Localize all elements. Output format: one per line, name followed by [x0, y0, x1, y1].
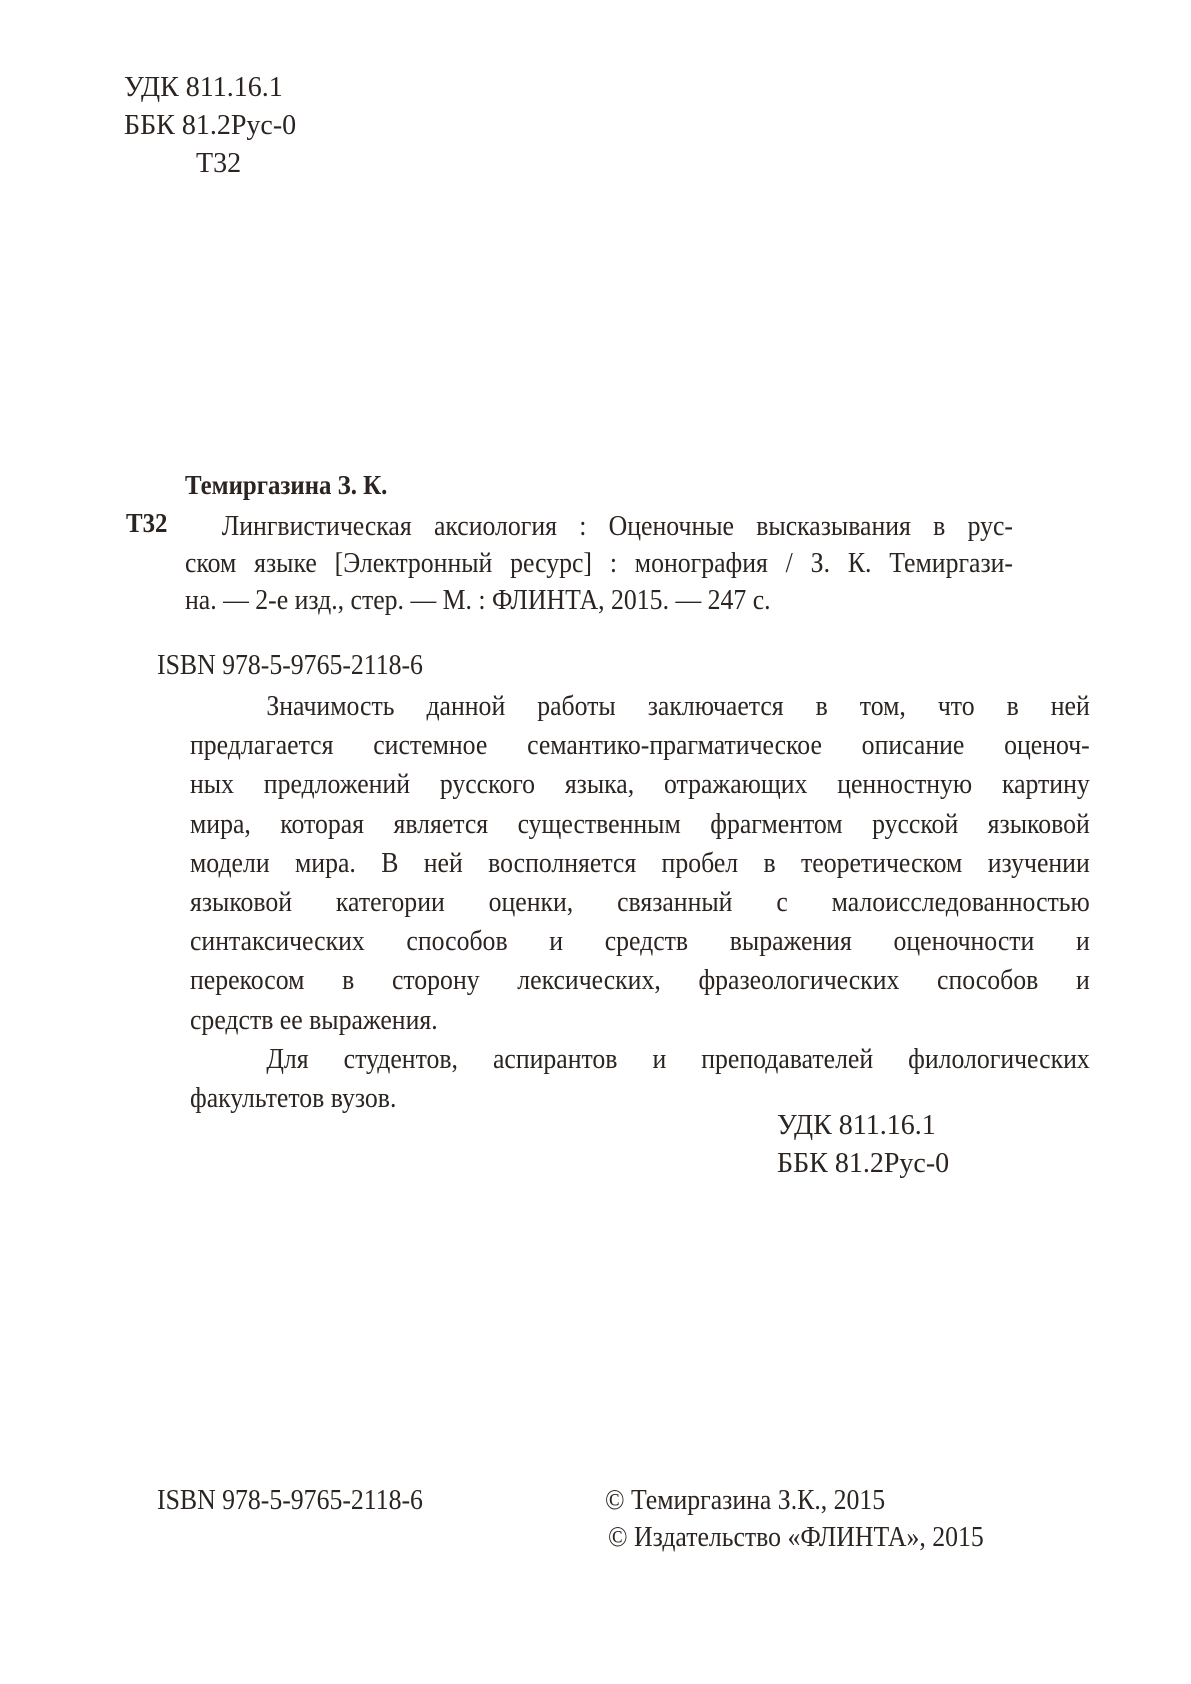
annotation-line: перекосом в сторону лексических, фразеологических способов и	[190, 965, 1090, 997]
annotation-line: ных предложений русского языка, отражающих ценностную картину	[190, 769, 1090, 801]
annotation	[190, 687, 1090, 1118]
isbn-footer: ISBN 978-5-9765-2118-6	[157, 1485, 423, 1516]
author-heading: Темиргазина З. К.	[185, 470, 388, 500]
annotation-line: мира, которая является существенным фрагментом русской языковой	[190, 808, 1090, 840]
bib-line: Лингвистическая аксиология : Оценочные высказывания в рус-	[221, 511, 1014, 542]
udk-code-bottom: УДК 811.16.1	[777, 1110, 936, 1141]
author-mark-top: Т32	[196, 148, 242, 179]
annotation-line: предлагается системное семантико-прагматическое описание оценоч-	[190, 730, 1090, 762]
bbk-code-bottom: ББК 81.2Рус-0	[777, 1148, 950, 1179]
annotation-line: синтаксических способов и средств выражения оценочности и	[190, 926, 1090, 958]
bbk-code-top: ББК 81.2Рус-0	[124, 110, 297, 141]
bibliographic-description	[185, 508, 1013, 619]
annotation-line: языковой категории оценки, связанный с малоисследованностью	[190, 887, 1090, 919]
annotation-line: Значимость данной работы заключается в том, что в ней	[266, 691, 1090, 722]
audience-line: факультетов вузов.	[190, 1083, 397, 1115]
isbn: ISBN 978-5-9765-2118-6	[157, 650, 423, 681]
annotation-line: средств ее выражения.	[190, 1004, 438, 1036]
bib-line: ском языке [Электронный ресурс] : монография / З. К. Темиргази-	[185, 548, 1013, 579]
annotation-line: модели мира. В ней восполняется пробел в теоретическом изучении	[190, 847, 1090, 879]
udk-code-top: УДК 811.16.1	[124, 72, 283, 103]
copyright-author: © Темиргазина З.К., 2015	[605, 1485, 886, 1516]
bib-line: на. — 2-е изд., стер. — М. : ФЛИНТА, 2015. — 247 с.	[185, 585, 771, 616]
audience-line: Для студентов, аспирантов и преподавателей филологических	[266, 1043, 1090, 1075]
copyright-publisher: © Издательство «ФЛИНТА», 2015	[608, 1522, 984, 1553]
author-mark: Т32	[126, 508, 168, 538]
